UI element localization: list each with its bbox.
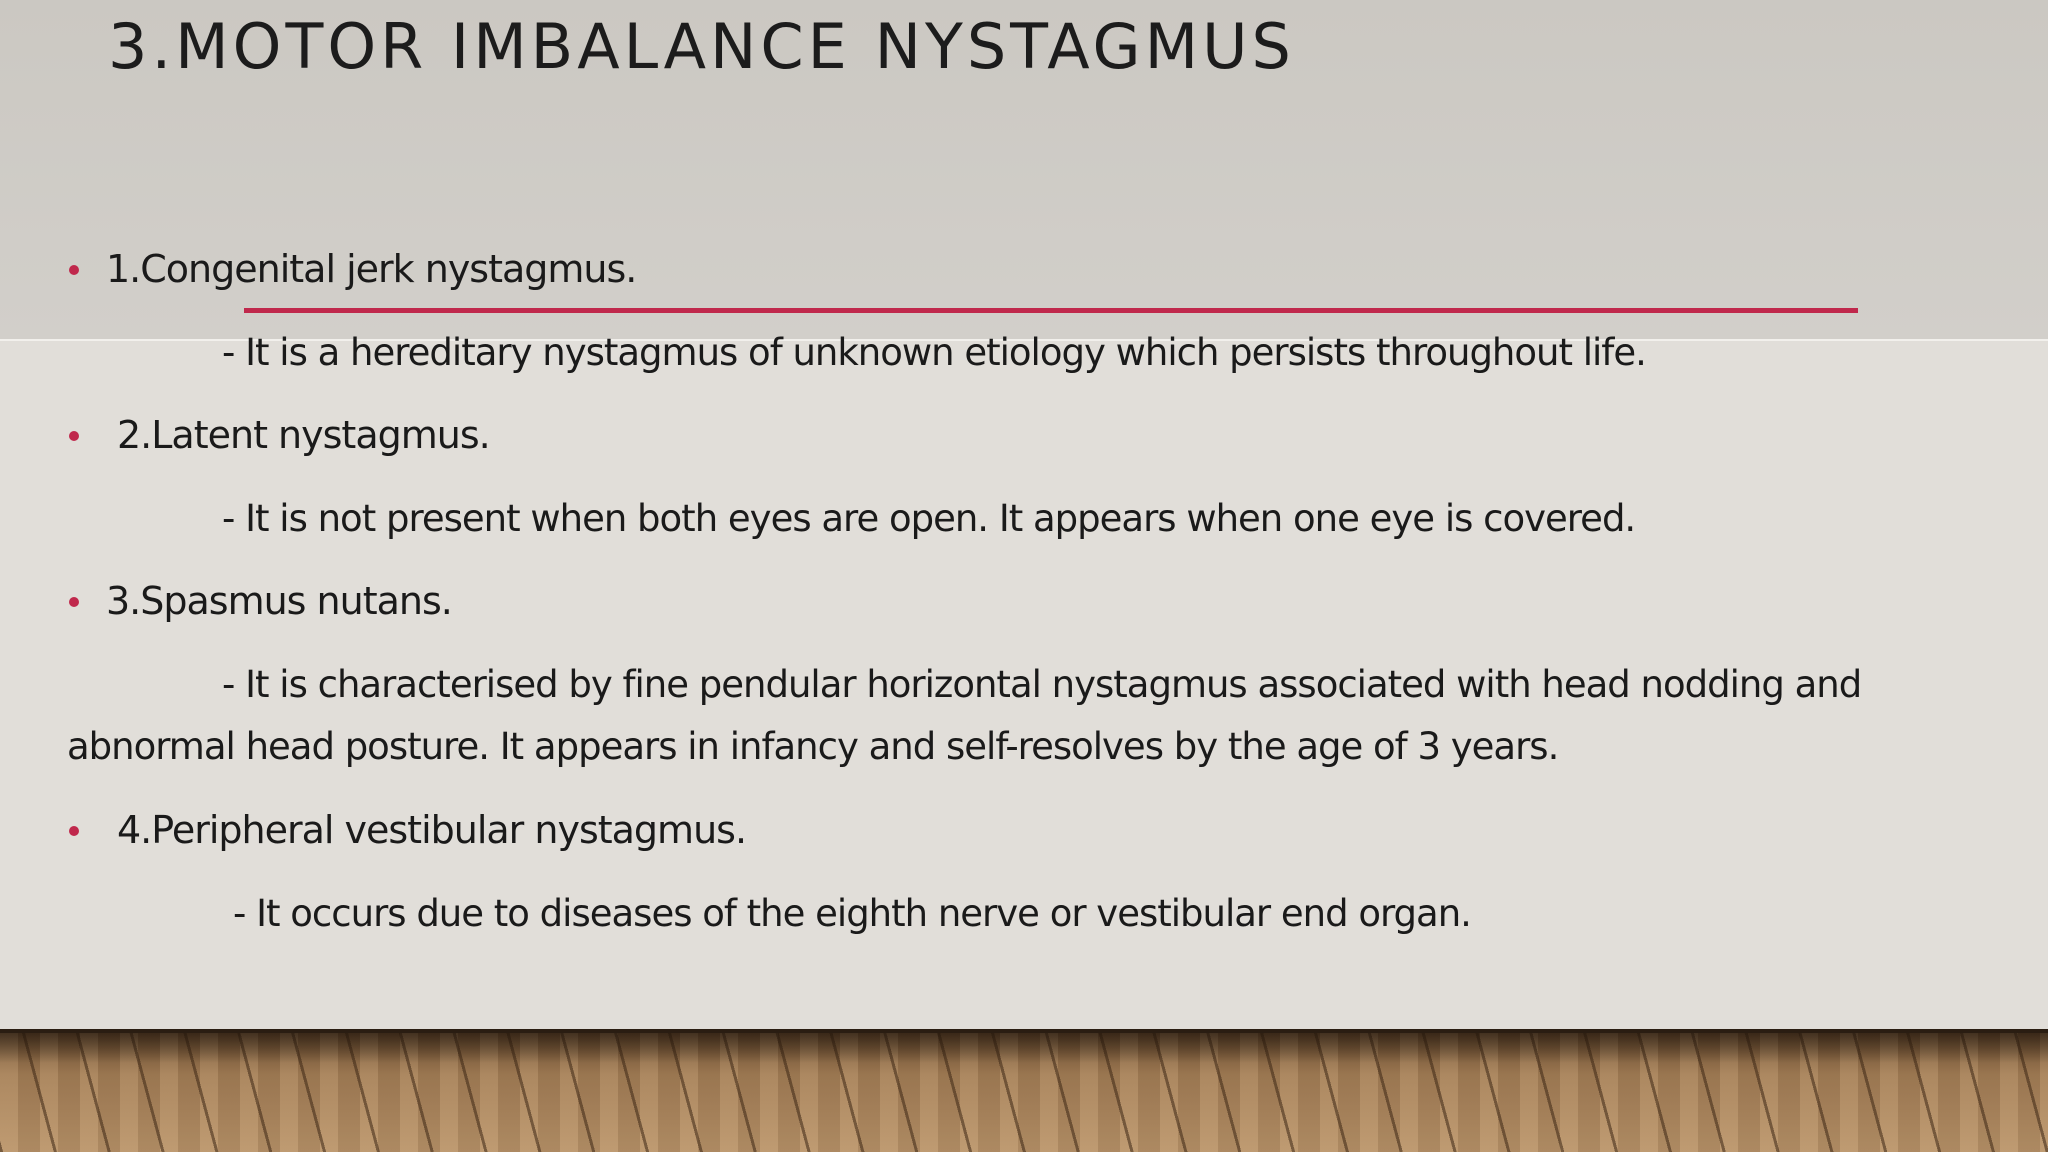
floor-shadow xyxy=(0,1033,2048,1063)
accent-underline xyxy=(244,308,1858,313)
item-description-4: - It occurs due to diseases of the eighth nerve or vestibular end organ. xyxy=(233,892,1471,935)
item-description-1: - It is a hereditary nystagmus of unknown etiology which persists throughout life. xyxy=(222,331,1646,374)
bullet-icon xyxy=(69,826,79,836)
bullet-icon xyxy=(69,265,79,275)
item-description-3-line-1: - It is characterised by fine pendular horizontal nystagmus associated with head nodding and xyxy=(222,663,1862,706)
item-heading-2: 2.Latent nystagmus. xyxy=(117,413,490,457)
item-heading-1: 1.Congenital jerk nystagmus. xyxy=(106,247,637,291)
bullet-icon xyxy=(69,597,79,607)
item-description-3-line-2: abnormal head posture. It appears in infancy and self-resolves by the age of 3 years. xyxy=(67,725,1559,768)
item-heading-3: 3.Spasmus nutans. xyxy=(106,579,452,623)
item-description-2: - It is not present when both eyes are open. It appears when one eye is covered. xyxy=(222,497,1636,540)
item-heading-4: 4.Peripheral vestibular nystagmus. xyxy=(117,808,747,852)
slide-title: 3.MOTOR IMBALANCE NYSTAGMUS xyxy=(108,10,1295,83)
bullet-icon xyxy=(69,431,79,441)
